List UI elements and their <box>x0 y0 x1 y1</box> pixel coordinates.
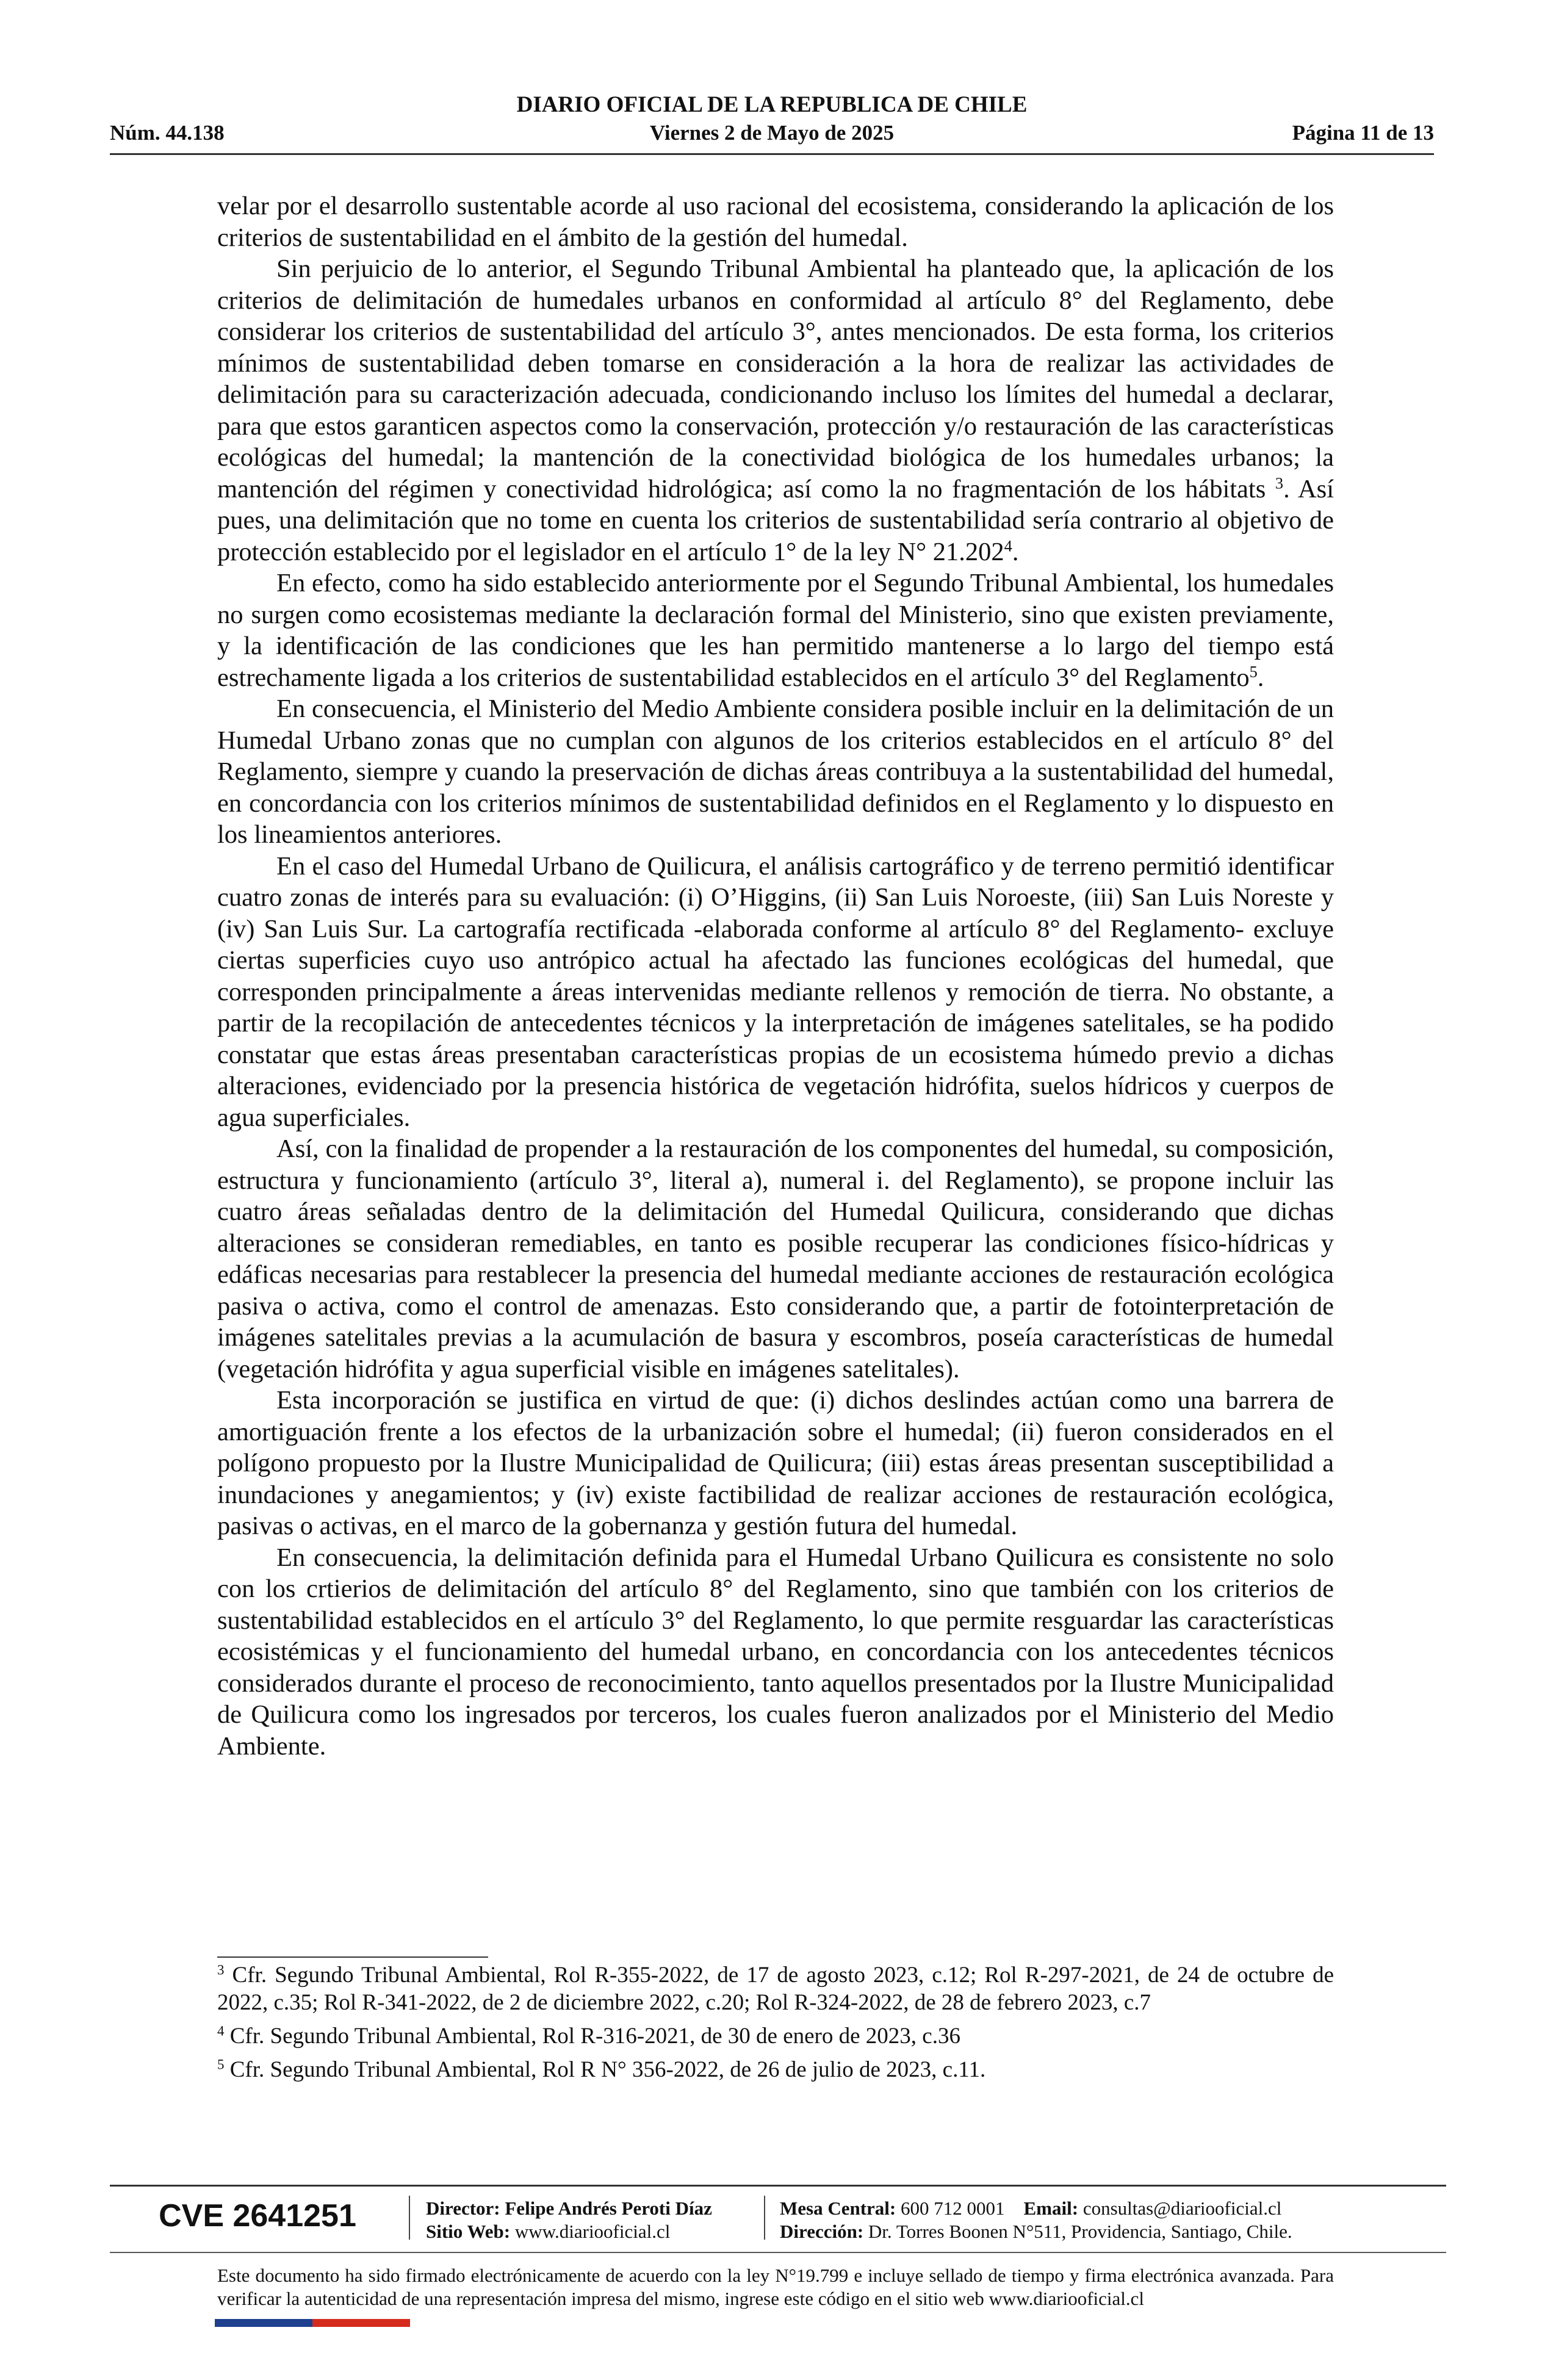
director-label: Director: Felipe Andrés Peroti Díaz <box>426 2198 712 2219</box>
footnote-5 <box>217 2056 1334 2083</box>
paragraph-6: Así, con la finalidad de propender a la restauración de los componentes del humedal, su composición, estructura y funcionamiento (artículo 3°, literal a), numeral i. del Reglamento), se propone incluir las cuatro áreas señaladas dentro de la delimitación del Humedal Quilicura, considerando que dichas alteraciones se consideran remediables, en tanto es posible recuperar las condiciones físico-hídricas y edáficas necesarias para restablecer la presencia del humedal mediante acciones de restauración ecológica pasiva o activa, como el control de amenazas. Esto considerando que, a partir de fotointerpretación de imágenes satelitales previas a la acumulación de basura y escombros, poseía características de humedal (vegetación hidrófita y agua superficial visible en imágenes satelitales). <box>217 1134 1334 1383</box>
footnote-4 <box>217 2022 1334 2050</box>
footer-separator <box>409 2196 410 2240</box>
cve-code: CVE 2641251 <box>159 2198 356 2234</box>
footer-divider-top <box>110 2185 1446 2187</box>
mesa-value: 600 712 0001 <box>901 2198 1005 2219</box>
footnotes <box>217 1961 1334 2090</box>
paragraph-2-text-b: . Así pues, una delimitación que no tome en cuenta los criterios de sustentabilidad sería contrario al objetivo de protección establecido por el legislador en el artículo 1° de la ley N° 21.202 <box>217 474 1334 566</box>
paragraph-3-text-a: En efecto, como ha sido establecido anteriormente por el Segundo Tribunal Ambiental, los humedales no surgen como ecosistemas mediante la declaración formal del Ministerio, sino que existen previamente, y la identificación de las condiciones que les han permitido mantenerse a lo largo del tiempo está estrechamente ligada a los criterios de sustentabilidad establecidos en el artículo 3° del Reglamento <box>217 569 1334 692</box>
footnote-text: Cfr. Segundo Tribunal Ambiental, Rol R-355-2022, de 17 de agosto 2023, c.12; Rol R-297-2021, de 24 de octubre de 2022, c.35; Rol R-341-2022, de 2 de diciembre 2022, c.20; Rol R-324-2022, de 28 de febrero 2023, c.7 <box>217 1963 1334 2015</box>
paragraph-3-text-b: . <box>1257 663 1264 692</box>
page-number: Página 11 de 13 <box>1292 121 1434 145</box>
flag-stripe-red <box>312 2319 410 2327</box>
address-value: Dr. Torres Boonen N°511, Providencia, Santiago, Chile. <box>868 2221 1292 2242</box>
footer-contact-block <box>780 2197 1292 2243</box>
footer-separator <box>764 2196 765 2240</box>
paragraph-8: En consecuencia, la delimitación definida para el Humedal Urbano Quilicura es consistente no solo con los crtierios de delimitación del artículo 8° del Reglamento, sino que también con los criterios de sustentabilidad establecidos en el artículo 3° del Reglamento, lo que permite resguardar las características ecosistémicas y el funcionamiento del humedal urbano, en concordancia con los antecedentes técnicos considerados durante el proceso de reconocimiento, tanto aquellos presentados por la Ilustre Municipalidad de Quilicura como los ingresados por terceros, los cuales fueron analizados por el Ministerio del Medio Ambiente. <box>217 1543 1334 1761</box>
footer-divider-bottom <box>110 2252 1446 2253</box>
footnote-number: 3 <box>217 1962 225 1978</box>
web-link[interactable]: www.diariooficial.cl <box>514 2221 671 2242</box>
footnote-text: Cfr. Segundo Tribunal Ambiental, Rol R N° 356-2022, de 26 de julio de 2023, c.11. <box>229 2057 986 2082</box>
legal-notice: Este documento ha sido firmado electrónicamente de acuerdo con la ley N°19.799 e incluye sellado de tiempo y firma electrónica avanzada. Para verificar la autenticidad de una representación impresa del mismo, ingrese este código en el sitio web www.diariooficial.cl <box>217 2265 1334 2309</box>
footnote-number: 4 <box>217 2023 225 2039</box>
paragraph-2-text-c: . <box>1012 537 1019 566</box>
footnote-ref-4: 4 <box>1004 537 1012 555</box>
web-label: Sitio Web: <box>426 2221 511 2242</box>
paragraph-1: velar por el desarrollo sustentable acorde al uso racional del ecosistema, considerando la aplicación de los criterios de sustentabilidad en el ámbito de la gestión del humedal. <box>217 192 1334 252</box>
footnote-number: 5 <box>217 2057 225 2072</box>
flag-stripe-blue <box>215 2319 312 2327</box>
footnote-3 <box>217 1961 1334 2016</box>
footnote-ref-3: 3 <box>1275 474 1284 492</box>
gazette-title: DIARIO OFICIAL DE LA REPUBLICA DE CHILE <box>516 92 1028 117</box>
footnote-divider <box>217 1956 488 1958</box>
paragraph-2 <box>217 253 1334 568</box>
issue-number: Núm. 44.138 <box>110 121 225 145</box>
paragraph-3 <box>217 568 1334 693</box>
document-body <box>217 190 1334 1762</box>
footnote-ref-5: 5 <box>1249 663 1258 681</box>
issue-date: Viernes 2 de Mayo de 2025 <box>649 121 895 145</box>
paragraph-7: Esta incorporación se justifica en virtud de que: (i) dichos deslindes actúan como una barrera de amortiguación frente a los efectos de la urbanización sobre el humedal; (ii) fueron considerados en el polígono propuesto por la Ilustre Municipalidad de Quilicura; (iii) estas áreas presentan susceptibilidad a inundaciones y anegamientos; y (iv) existe factibilidad de realizar acciones de restauración ecológica, pasivas o activas, en el marco de la gobernanza y gestión futura del humedal. <box>217 1386 1334 1540</box>
footer-director-block <box>426 2197 712 2243</box>
address-label: Dirección: <box>780 2221 864 2242</box>
header-divider <box>110 153 1434 155</box>
email-label: Email: <box>1023 2198 1079 2219</box>
mesa-label: Mesa Central: <box>780 2198 896 2219</box>
paragraph-5: En el caso del Humedal Urbano de Quilicura, el análisis cartográfico y de terreno permitió identificar cuatro zonas de interés para su evaluación: (i) O’Higgins, (ii) San Luis Noroeste, (iii) San Luis Noreste y (iv) San Luis Sur. La cartografía rectificada -elaborada conforme al artículo 8° del Reglamento- excluye ciertas superficies cuyo uso antrópico actual ha afectado las funciones ecológicas del humedal, que corresponden principalmente a áreas intervenidas mediante rellenos y remoción de tierra. No obstante, a partir de la recopilación de antecedentes técnicos y la interpretación de imágenes satelitales, se ha podido constatar que estas áreas presentaban características propias de un ecosistema húmedo previo a dichas alteraciones, evidenciado por la presencia histórica de vegetación hidrófita, suelos hídricos y cuerpos de agua superficiales. <box>217 851 1334 1132</box>
footnote-text: Cfr. Segundo Tribunal Ambiental, Rol R-316-2021, de 30 de enero de 2023, c.36 <box>229 2024 960 2049</box>
paragraph-2-text-a: Sin perjuicio de lo anterior, el Segundo Tribunal Ambiental ha planteado que, la aplicación de los criterios de delimitación de humedales urbanos en conformidad al artículo 8° del Reglamento, debe considerar los criterios de sustentabilidad del artículo 3°, antes mencionados. De esta forma, los criterios mínimos de sustentabilidad deben tomarse en consideración a la hora de realizar las actividades de delimitación para su caracterización adecuada, condicionando incluso los límites del humedal a declarar, para que estos garanticen aspectos como la conservación, protección y/o restauración de las características ecológicas del humedal; la mantención de la conectividad biológica de los humedales urbanos; la mantención del régimen y conectividad hidrológica; así como la no fragmentación de los hábitats <box>217 254 1334 503</box>
email-link[interactable]: consultas@diariooficial.cl <box>1082 2198 1282 2219</box>
paragraph-4: En consecuencia, el Ministerio del Medio Ambiente considera posible incluir en la delimitación de un Humedal Urbano zonas que no cumplan con algunos de los criterios establecidos en el artículo 8° del Reglamento, siempre y cuando la preservación de dichas áreas contribuya a la sustentabilidad del humedal, en concordancia con los criterios mínimos de sustentabilidad definidos en el Reglamento y lo dispuesto en los lineamientos anteriores. <box>217 694 1334 849</box>
page-header <box>110 92 1434 153</box>
